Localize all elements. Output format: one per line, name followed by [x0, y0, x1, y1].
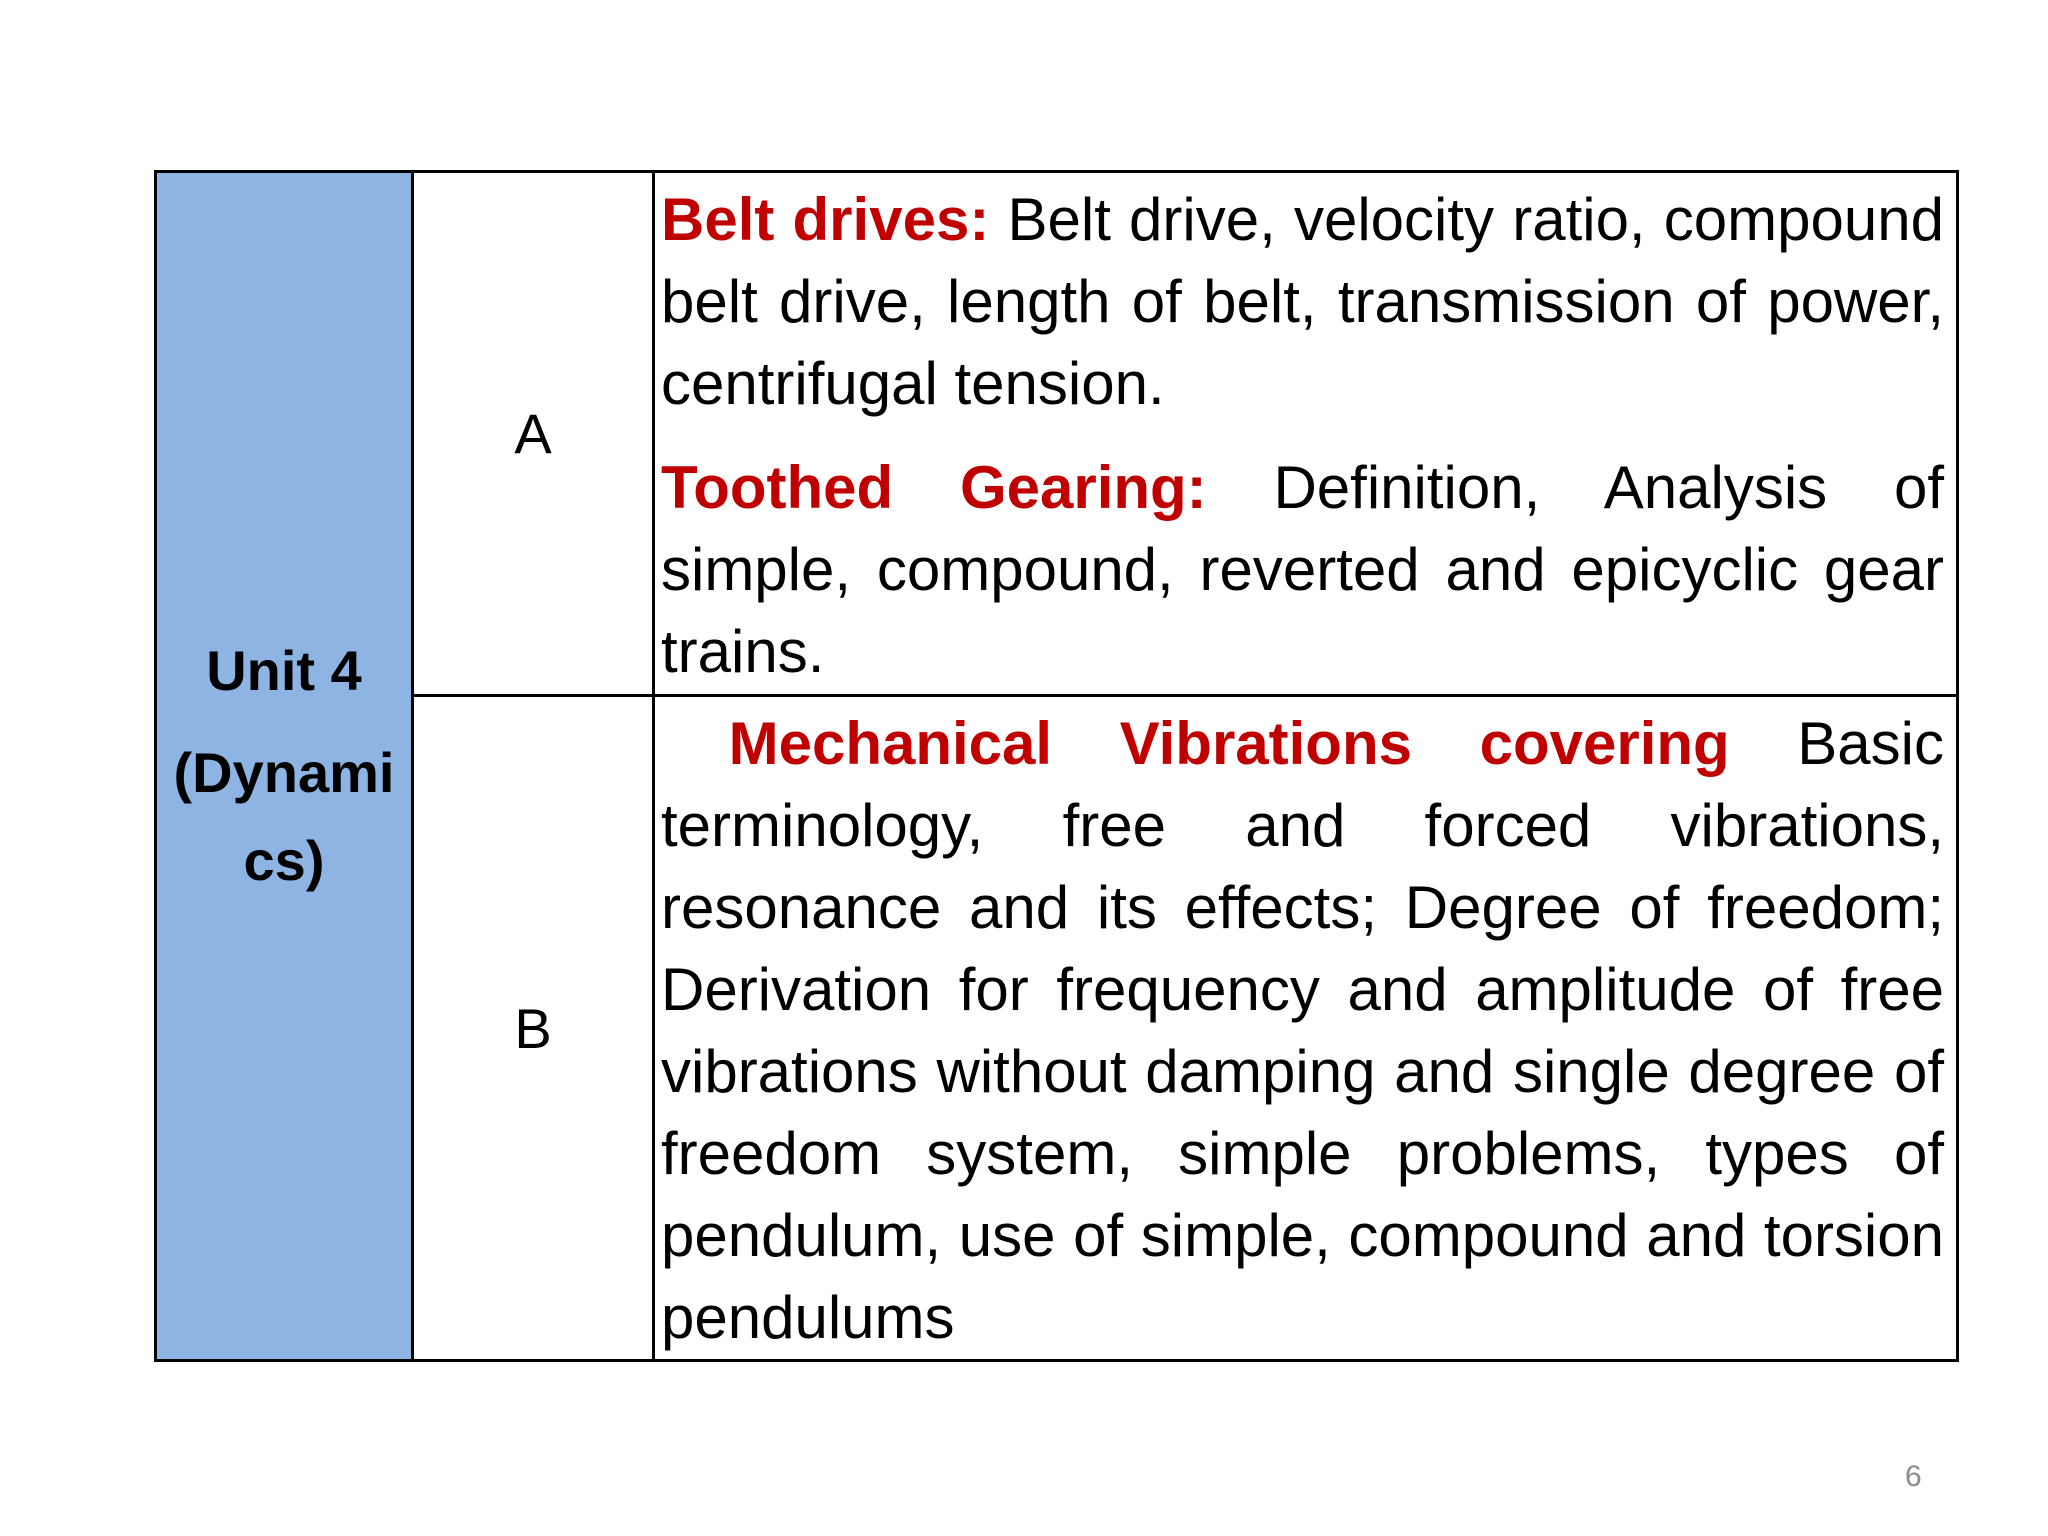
table-row-a: [156, 172, 1958, 696]
content-cell-b: [654, 696, 1958, 1361]
topic-text: Definition, Analysis of simple, compound, reverted and epicyclic gear trains.: [661, 454, 1944, 685]
unit-cell: [156, 172, 413, 1361]
topic-heading: Belt drives:: [661, 186, 990, 253]
part-label-b: B: [413, 696, 654, 1361]
content-cell-a: [654, 172, 1958, 696]
part-label-a: A: [413, 172, 654, 696]
topic-text: Belt drive, velocity ratio, compound belt drive, length of belt, transmission of power, centrifugal tension.: [661, 186, 1944, 417]
topic-heading: Mechanical Vibrations covering: [728, 710, 1730, 777]
topic-belt-drives: [661, 179, 1944, 425]
topic-toothed-gearing: [661, 447, 1944, 693]
unit-title: Unit 4: [206, 639, 362, 702]
table-row-b: [156, 696, 1958, 1361]
page-number: 6: [1905, 1460, 1922, 1493]
topic-mechanical-vibrations: [661, 703, 1944, 1359]
topic-heading: Toothed Gearing:: [661, 454, 1207, 521]
unit-subtitle: (Dynamics): [173, 741, 395, 892]
syllabus-table: [154, 170, 1959, 1362]
topic-text: Basic terminology, free and forced vibrations, resonance and its effects; Degree of freedom; Derivation for frequency and amplitude of free vibrations without damping and single degree of freedom system, simple problems, types of pendulum, use of simple, compound and torsion pendulums: [661, 710, 1944, 1351]
